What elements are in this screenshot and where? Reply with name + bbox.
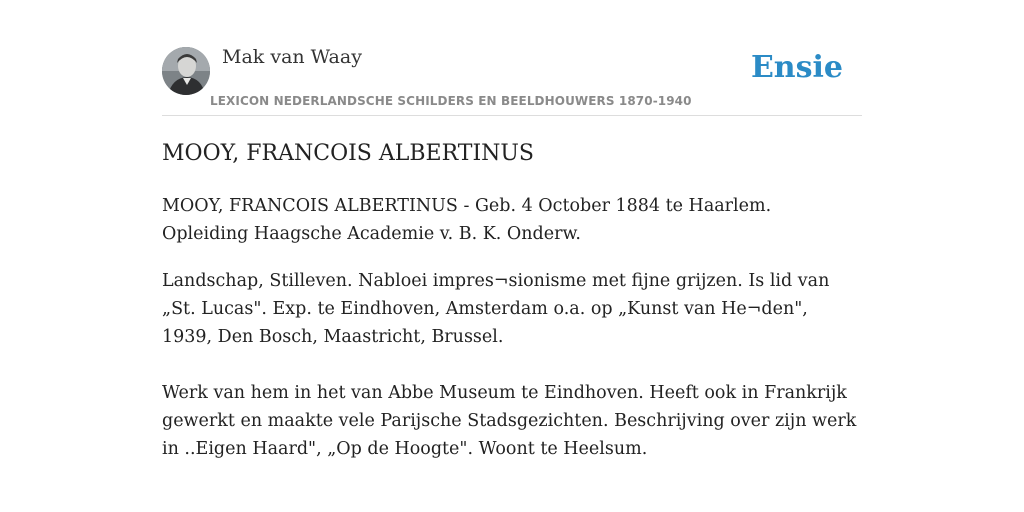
entry-title: MOOY, FRANCOIS ALBERTINUS [162, 141, 534, 166]
author-portrait-icon [162, 47, 210, 95]
author-avatar[interactable] [162, 47, 210, 95]
entry-paragraph: Landschap, Stilleven. Nabloei impres¬sionisme met fijne grijzen. Is lid van „St. Lucas". Exp. te Eindhoven, Amsterdam o.a. op „Kunst van He¬den", 1939, Den Bosch, Maastricht, Brussel. [162, 271, 830, 347]
ensie-logo[interactable]: Ensie [750, 50, 843, 85]
entry-paragraph: Werk van hem in het van Abbe Museum te Eindhoven. Heeft ook in Frankrijk gewerkt en maakte vele Parijsche Stadsgezichten. Beschrijving over zijn werk in ..Eigen Haard", „Op de Hoogte". Woont te Heelsum. [162, 383, 857, 459]
entry-paragraph: MOOY, FRANCOIS ALBERTINUS - Geb. 4 October 1884 te Haarlem. Opleiding Haagsche Academie v. B. K. Onderw. [162, 196, 772, 244]
lexicon-source-label[interactable]: LEXICON NEDERLANDSCHE SCHILDERS EN BEELDHOUWERS 1870-1940 [210, 94, 692, 108]
author-name-link[interactable]: Mak van Waay [222, 46, 362, 68]
header-divider [162, 115, 862, 116]
